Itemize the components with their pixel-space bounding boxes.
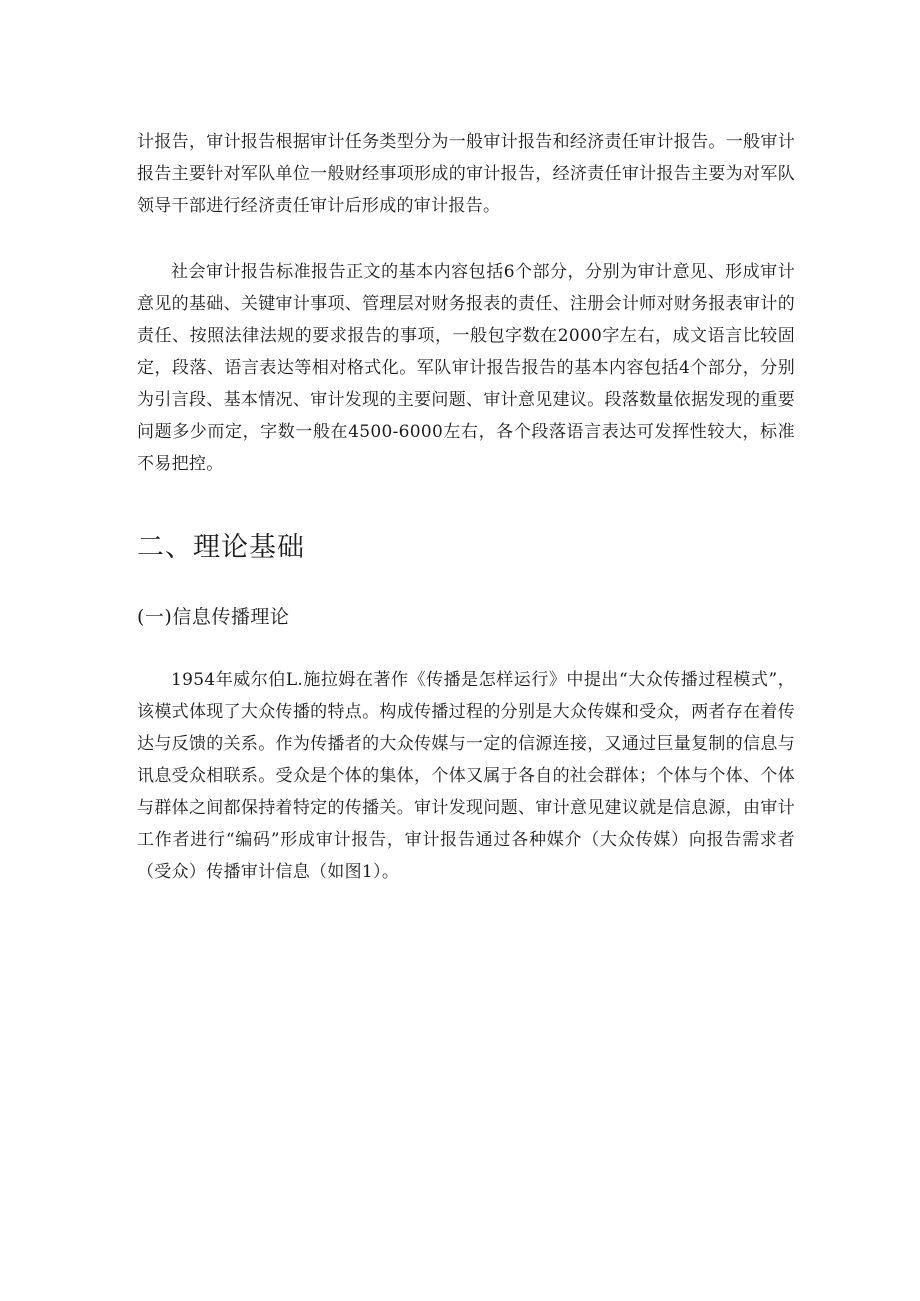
section-heading: 二、理论基础 [137, 532, 305, 563]
subsection-heading: (一)信息传播理论 [137, 606, 290, 628]
paragraph-audit-report-types: 计报告，审计报告根据审计任务类型分为一般审计报告和经济责任审计报告。一般审计报告主要针对军队单位一般财经事项形成的审计报告，经济责任审计报告主要为对军队领导干部进行经济责任审计后形成的审计报告。 [137, 132, 795, 216]
paragraph-communication-theory: 1954年威尔伯L.施拉姆在著作《传播是怎样运行》中提出“大众传播过程模式”，该模式体现了大众传播的特点。构成传播过程的分别是大众传媒和受众，两者存在着传达与反馈的关系。作为传播者的大众传媒与一定的信源连接，又通过巨量复制的信息与讯息受众相联系。受众是个体的集体，个体又属于各自的社会群体；个体与个体、个体与群体之间都保持着特定的传播关。审计发现问题、审计意见建议就是信息源，由审计工作者进行“编码”形成审计报告，审计报告通过各种媒介（大众传媒）向报告需求者（受众）传播审计信息（如图1）。 [137, 670, 795, 882]
paragraph-report-contents: 社会审计报告标准报告正文的基本内容包括6个部分，分别为审计意见、形成审计意见的基础、关键审计事项、管理层对财务报表的责任、注册会计师对财务报表审计的责任、按照法律法规的要求报告的事项，一般包字数在2000字左右，成文语言比较固定，段落、语言表达等相对格式化。军队审计报告报告的基本内容包括4个部分，分别为引言段、基本情况、审计发现的主要问题、审计意见建议。段落数量依据发现的重要问题多少而定，字数一般在4500-6000左右，各个段落语言表达可发挥性较大，标准不易把控。 [137, 262, 795, 474]
